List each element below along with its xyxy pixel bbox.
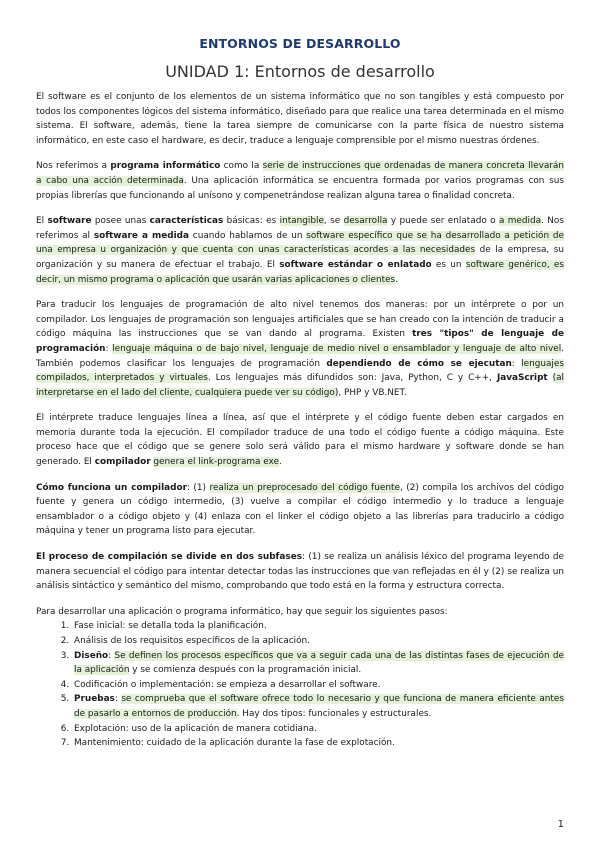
paragraph-pasos-intro: Para desarrollar una aplicación o programa informático, hay que seguir los siguientes pasos: (36, 606, 448, 617)
course-header: ENTORNOS DE DESARROLLO (199, 36, 401, 51)
document-body (36, 90, 564, 751)
unit-title: UNIDAD 1: Entornos de desarrollo (165, 62, 435, 81)
steps-list (36, 619, 564, 750)
paragraph-programa-informatico: Nos referimos a programa informático como la serie de instrucciones que ordenadas de manera concreta llevarán a cabo una acción determinada. Una aplicación informática se encuentra formada por varios programas con sus propias librerías que funcionando al unísono y compenetrándose realizan alguna tarea o finalidad concreta. (36, 161, 564, 201)
paragraph-software-definition: El software es el conjunto de los elementos de un sistema informático que no son tangibles y está compuesto por todos los componentes lógicos del sistema informático, diseñado para que realice una tarea determinada en el mismo sistema. El software, además, tiene la tarea siempre de comunicarse con la parte física de nuestro sistema informático, en este caso el hardware, es decir, traduce a lenguaje comprensible por el mismo nuestras órdenes. (36, 92, 564, 146)
page-number: 1 (557, 819, 564, 830)
list-item: 6. Explotación: uso de la aplicación de manera cotidiana. (72, 722, 564, 737)
paragraph-caracteristicas: El software posee unas características básicas: es intangible, se desarrolla y puede ser enlatado o a medida. Nos referimos al software a medida cuando hablamos de un software específico que se ha desarrollado a petición de una empresa u organización y que cuenta con unas características acordes a las necesidades de la empresa, su organización y su manera de efectuar el trabajo. El software estándar o enlatado es un software genérico, es decir, un mismo programa o aplicación que usarán varias aplicaciones o clientes. (36, 216, 564, 285)
list-item: 3. Diseño: Se definen los procesos específicos que va a seguir cada una de las distintas fases de ejecución de la aplicación y se comienza después con la programación inicial. (72, 649, 564, 678)
list-item: 4. Codificación o implementación: se empieza a desarrollar el software. (72, 678, 564, 693)
list-item: 5. Pruebas: se comprueba que el software ofrece todo lo necesario y que funciona de manera eficiente antes de pasarlo a entornos de producción. Hay dos tipos: funcionales y estructurales. (72, 692, 564, 721)
list-item: 2. Análisis de los requisitos específicos de la aplicación. (72, 634, 564, 649)
paragraph-interprete-compilador: El intérprete traduce lenguajes línea a línea, así que el intérprete y el código fuente deben estar cargados en memoria durante toda la ejecución. El compilador traduce de una todo el código fuente a código máquina. Este proceso hace que el código que se genere solo será válido para el mismo hardware y software donde se han generado. El compilador genera el link-programa exe. (36, 413, 564, 468)
list-item: 1. Fase inicial: se detalla toda la planificación. (72, 619, 564, 634)
list-item: 7. Mantenimiento: cuidado de la aplicación durante la fase de explotación. (72, 736, 564, 751)
paragraph-proceso-compilacion: El proceso de compilación se divide en dos subfases: (1) se realiza un análisis léxico del programa leyendo de manera secuencial el código para intentar detectar todas las instrucciones que van reflejadas en él y (2) se realiza un análisis sintáctico y semántico del mismo, comprobando que todo está en la forma y estructura correcta. (36, 552, 564, 592)
paragraph-lenguajes: Para traducir los lenguajes de programación de alto nivel tenemos dos maneras: por un intérprete o por un compilador. Los lenguajes de programación son lenguajes artificiales que se han creado con la intención de traducir a código máquina las instrucciones que se van dando al programa. Existen tres "tipos" de lenguaje de programación: lenguaje máquina o de bajo nivel, lenguaje de medio nivel o ensamblador y lenguaje de alto nivel. También podemos clasificar los lenguajes de programación dependiendo de cómo se ejecutan: lenguajes compilados, interpretados y virtuales. Los lenguajes más difundidos son: Java, Python, C y C++, JavaScript (al interpretarse en el lado del cliente, cualquiera puede ver su código), PHP y VB.NET. (36, 300, 564, 398)
paragraph-como-funciona-compilador: Cómo funciona un compilador: (1) realiza un preprocesado del código fuente, (2) compila los archivos del código fuente y genera un código intermedio, (3) vuelve a compilar el código intermedio y lo traduce a lenguaje ensamblador o a código objeto y (4) enlaza con el linker el código objeto a las librerías para traducirlo a código máquina y tener un programa listo para ejecutar. (36, 482, 564, 537)
